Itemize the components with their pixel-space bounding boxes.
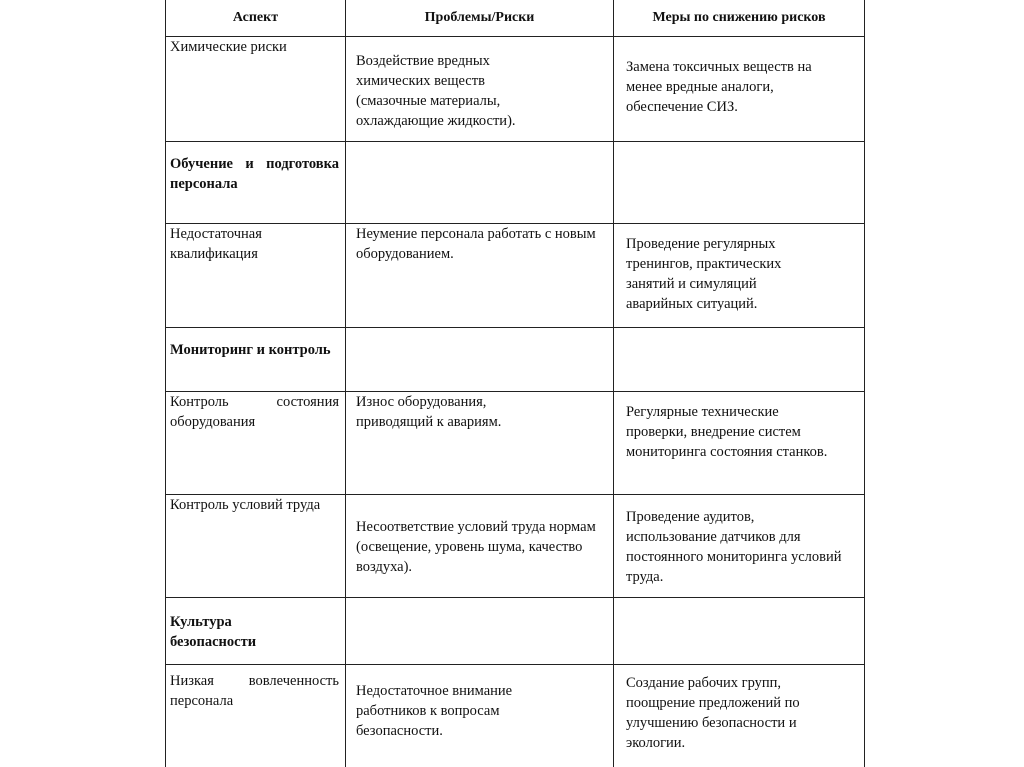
- measures-cell: [614, 142, 865, 224]
- aspect-text: Недостаточная квалификация: [170, 226, 262, 262]
- problem-cell: [346, 665, 614, 767]
- table-row: [166, 392, 865, 495]
- section-heading-text: Обучение и подготовка персонала: [170, 156, 339, 192]
- problem-text: Несоответствие условий труда нормам (освещение, уровень шума, качество воздуха).: [356, 519, 596, 575]
- problem-cell: [346, 37, 614, 142]
- section-heading-cell: [166, 328, 346, 392]
- measures-cell: [614, 495, 865, 598]
- problem-cell: [346, 392, 614, 495]
- measures-text: Проведение регулярных тренингов, практических занятий и симуляций аварийных ситуаций.: [626, 236, 782, 312]
- table-row-section: [166, 142, 865, 224]
- measures-cell: [614, 224, 865, 328]
- table-header-row: [166, 0, 865, 37]
- aspect-text: Контроль состояния оборудования: [170, 394, 339, 430]
- column-header-problems: Проблемы/Риски: [346, 0, 614, 37]
- problem-text: Неумение персонала работать с новым оборудованием.: [356, 226, 596, 262]
- aspect-cell: [166, 224, 346, 328]
- problem-cell: [346, 224, 614, 328]
- measures-text: Создание рабочих групп, поощрение предложений по улучшению безопасности и экологии.: [626, 675, 800, 751]
- column-header-measures: Меры по снижению рисков: [614, 0, 865, 37]
- problem-cell: [346, 142, 614, 224]
- problem-cell: [346, 328, 614, 392]
- section-heading-cell: [166, 142, 346, 224]
- problem-text: Воздействие вредных химических веществ (смазочные материалы, охлаждающие жидкости).: [356, 53, 516, 129]
- column-header-aspect: Аспект: [166, 0, 346, 37]
- problem-cell: [346, 598, 614, 665]
- measures-text: Проведение аудитов, использование датчиков для постоянного мониторинга условий труда.: [626, 509, 842, 585]
- table-row: [166, 37, 865, 142]
- aspect-cell: [166, 392, 346, 495]
- aspect-text: Низкая вовлеченность персонала: [170, 673, 339, 709]
- aspect-cell: [166, 495, 346, 598]
- section-heading-text: Культура безопасности: [170, 614, 257, 650]
- measures-cell: [614, 392, 865, 495]
- aspect-cell: [166, 665, 346, 767]
- aspect-text: Контроль условий труда: [170, 497, 321, 513]
- problem-text: Износ оборудования, приводящий к авариям.: [356, 394, 502, 430]
- table-row-section: [166, 328, 865, 392]
- measures-text: Регулярные технические проверки, внедрение систем мониторинга состояния станков.: [626, 404, 828, 460]
- aspect-cell: [166, 37, 346, 142]
- problem-cell: [346, 495, 614, 598]
- table-row: [166, 665, 865, 767]
- section-heading-text: Мониторинг и контроль: [170, 342, 331, 358]
- measures-cell: [614, 328, 865, 392]
- table-row: [166, 495, 865, 598]
- table-row-section: [166, 598, 865, 665]
- risk-table: [165, 0, 865, 767]
- aspect-text: Химические риски: [170, 39, 287, 55]
- table-row: [166, 224, 865, 328]
- section-heading-cell: [166, 598, 346, 665]
- measures-cell: [614, 37, 865, 142]
- measures-cell: [614, 665, 865, 767]
- problem-text: Недостаточное внимание работников к вопросам безопасности.: [356, 683, 513, 739]
- measures-cell: [614, 598, 865, 665]
- measures-text: Замена токсичных веществ на менее вредные аналоги, обеспечение СИЗ.: [626, 59, 812, 115]
